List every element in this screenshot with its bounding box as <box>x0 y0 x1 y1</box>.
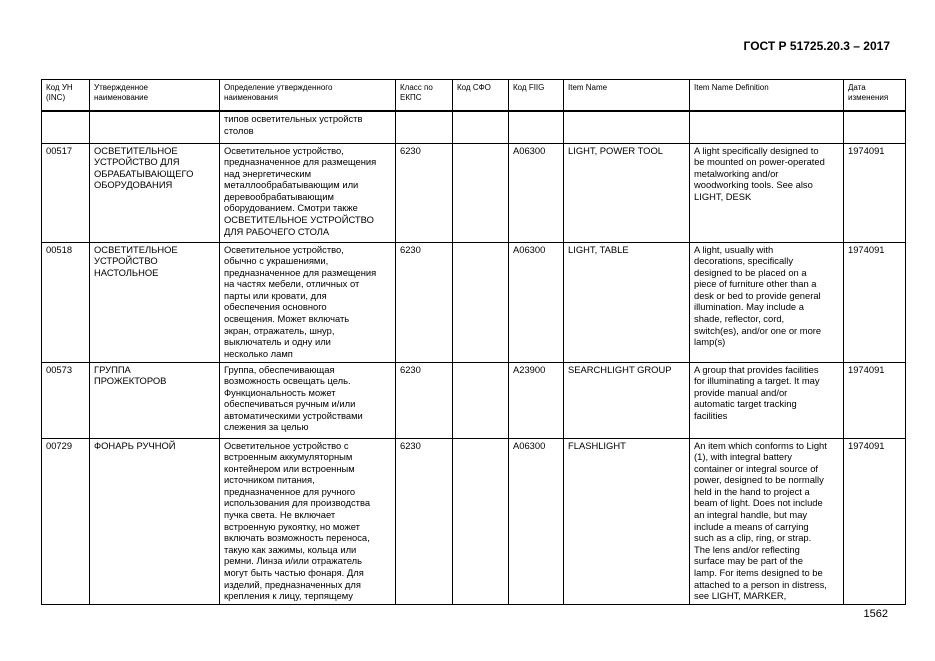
cell-fiig <box>509 111 564 143</box>
cell-item-name: LIGHT, TABLE <box>564 242 690 362</box>
cell-item-name: LIGHT, POWER TOOL <box>564 143 690 242</box>
cell-class <box>396 111 453 143</box>
table-row-continuation <box>42 111 906 143</box>
cell-date <box>844 111 906 143</box>
cell-date: 1974091 <box>844 143 906 242</box>
cell-item-name: SEARCHLIGHT GROUP <box>564 362 690 438</box>
cell-fiig: A06300 <box>509 242 564 362</box>
cell-sfo <box>453 242 509 362</box>
table-row <box>42 242 906 362</box>
cell-code: 00517 <box>42 143 90 242</box>
cell-item-def: A light specifically designed to be mounted on power-operated metalworking and/or woodworking tools. See also LIGHT, DESK <box>690 143 844 242</box>
cell-name-ru: ФОНАРЬ РУЧНОЙ <box>90 438 220 604</box>
cell-sfo <box>453 362 509 438</box>
cell-fiig: A06300 <box>509 143 564 242</box>
header-fiig-code: Код FIIG <box>509 80 564 112</box>
cell-code: 00729 <box>42 438 90 604</box>
header-item-name-definition: Item Name Definition <box>690 80 844 112</box>
cell-class: 6230 <box>396 242 453 362</box>
header-ekps-class: Класс по ЕКПС <box>396 80 453 112</box>
cell-name-ru <box>90 111 220 143</box>
cell-date: 1974091 <box>844 242 906 362</box>
cell-class: 6230 <box>396 362 453 438</box>
cell-definition-ru: типов осветительных устройств столов <box>220 111 396 143</box>
cell-fiig: A06300 <box>509 438 564 604</box>
cell-name-ru: ГРУППА ПРОЖЕКТОРОВ <box>90 362 220 438</box>
header-approved-name: Утвержденное наименование <box>90 80 220 112</box>
cell-item-def: A group that provides facilities for illuminating a target. It may provide manual and/or automatic target tracking facilities <box>690 362 844 438</box>
cell-definition-ru: Осветительное устройство, предназначенное для размещения над энергетическим металлообрабатывающим или деревообрабатывающим оборудованием. Смотри также ОСВЕТИТЕЛЬНОЕ УСТРОЙСТВО ДЛЯ РАБОЧЕГО СТОЛА <box>220 143 396 242</box>
header-approved-definition: Определение утвержденного наименования <box>220 80 396 112</box>
document-title: ГОСТ Р 51725.20.3 – 2017 <box>743 39 890 53</box>
header-sfo-code: Код СФО <box>453 80 509 112</box>
cell-item-name: FLASHLIGHT <box>564 438 690 604</box>
cell-item-def: A light, usually with decorations, specifically designed to be placed on a piece of furniture other than a desk or bed to provide general illumination. May include a shade, reflector, cord, switch(es), and/or one or more lamp(s) <box>690 242 844 362</box>
cell-item-def: An item which conforms to Light (1), with integral battery container or integral source of power, designed to be normally held in the hand to project a beam of light. Does not include an integral handle, but may include a means of carrying such as a clip, ring, or strap. The lens and/or reflecting surface may be part of the lamp. For items designed to be attached to a person in distress, see LIGHT, MARKER, <box>690 438 844 604</box>
header-change-date: Дата изменения <box>844 80 906 112</box>
classification-table <box>41 79 906 605</box>
cell-class: 6230 <box>396 438 453 604</box>
cell-sfo <box>453 438 509 604</box>
cell-item-def <box>690 111 844 143</box>
table-row <box>42 438 906 604</box>
cell-item-name <box>564 111 690 143</box>
cell-class: 6230 <box>396 143 453 242</box>
cell-definition-ru: Осветительное устройство, обычно с украшениями, предназначенное для размещения на частях мебели, отличных от парты или кровати, для обеспечения основного освещения. Может включать экран, отражатель, шнур, выключатель и одну или несколько ламп <box>220 242 396 362</box>
cell-name-ru: ОСВЕТИТЕЛЬНОЕ УСТРОЙСТВО ДЛЯ ОБРАБАТЫВАЮЩЕГО ОБОРУДОВАНИЯ <box>90 143 220 242</box>
cell-date: 1974091 <box>844 438 906 604</box>
header-item-name: Item Name <box>564 80 690 112</box>
table-header-row <box>42 80 906 112</box>
cell-definition-ru: Осветительное устройство с встроенным аккумуляторным контейнером или встроенным источником питания, предназначенное для ручного использования для производства пучка света. Не включает встроенную рукоятку, но может включать возможность переноса, такую как зажимы, кольца или ремни. Линза и/или отражатель могут быть частью фонаря. Для изделий, предназначенных для крепления к лицу, терпящему <box>220 438 396 604</box>
cell-date: 1974091 <box>844 362 906 438</box>
cell-sfo <box>453 143 509 242</box>
page-number: 1562 <box>863 608 888 620</box>
table-row <box>42 143 906 242</box>
cell-code: 00573 <box>42 362 90 438</box>
cell-definition-ru: Группа, обеспечивающая возможность освещать цель. Функциональность может обеспечиваться ручным и/или автоматическими устройствами слежения за целью <box>220 362 396 438</box>
cell-code <box>42 111 90 143</box>
header-inc-code: Код УН (INC) <box>42 80 90 112</box>
cell-sfo <box>453 111 509 143</box>
cell-name-ru: ОСВЕТИТЕЛЬНОЕ УСТРОЙСТВО НАСТОЛЬНОЕ <box>90 242 220 362</box>
cell-code: 00518 <box>42 242 90 362</box>
cell-fiig: A23900 <box>509 362 564 438</box>
table-row <box>42 362 906 438</box>
